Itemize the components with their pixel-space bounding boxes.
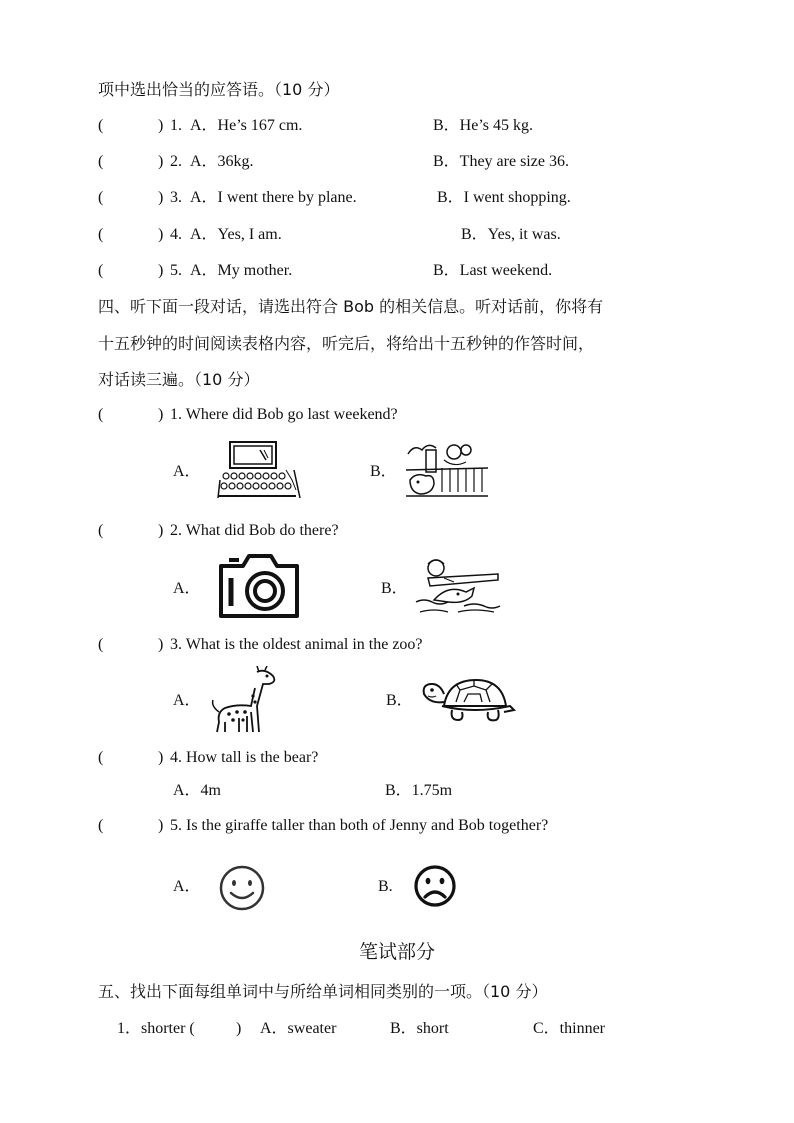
answer-paren-open: ( [98, 749, 104, 766]
zoo-icon [404, 440, 490, 502]
option-b-label: B. [378, 878, 393, 895]
answer-paren-open: ( [98, 153, 104, 170]
answer-paren-open: ( [98, 226, 104, 243]
part4-heading-line3: 对话读三遍。（10 分） [98, 370, 260, 389]
option-b-label: B． [381, 580, 408, 597]
part4-heading-line2: 十五秒钟的时间阅读表格内容，听完后，将给出十五秒钟的作答时间， [98, 334, 595, 353]
turtle-icon [420, 674, 518, 726]
answer-paren-close: ) [158, 636, 164, 653]
camera-icon [217, 554, 301, 618]
part5-heading: 五、找出下面每组单词中与所给单词相同类别的一项。（10 分） [98, 982, 548, 1001]
answer-paren-close: ) [158, 153, 164, 170]
item-number: 1. [170, 117, 182, 134]
option-a: A．My mother. [190, 262, 293, 279]
answer-paren-open: ( [98, 522, 104, 539]
smiley-face-icon [218, 864, 266, 912]
option-a: A．4m [173, 782, 222, 799]
answer-paren-open: ( [98, 817, 104, 834]
option-c: C．thinner [533, 1020, 605, 1037]
sad-face-icon [413, 864, 457, 908]
item-number: 2. [170, 153, 182, 170]
option-a-label: A． [173, 878, 201, 895]
option-a-label: A． [173, 580, 201, 597]
option-b: B．Last weekend. [433, 262, 553, 279]
answer-paren-close: ) [158, 226, 164, 243]
question-text: 3. What is the oldest animal in the zoo? [170, 636, 423, 653]
item-number: 5. [170, 262, 182, 279]
option-b-label: B． [386, 692, 413, 709]
option-a: A．I went there by plane. [190, 189, 357, 206]
option-a: A．He’s 167 cm. [190, 117, 303, 134]
option-a-label: A． [173, 692, 201, 709]
item-number: 3. [170, 189, 182, 206]
option-b: B．I went shopping. [437, 189, 571, 206]
option-b: B．He’s 45 kg. [433, 117, 534, 134]
part4-heading-line1: 四、听下面一段对话，请选出符合 Bob 的相关信息。听对话前，你将有 [98, 297, 604, 316]
option-b: B．short [390, 1020, 449, 1037]
cinema-icon [216, 440, 302, 502]
answer-paren-close: ) [158, 406, 164, 423]
item-number: 4. [170, 226, 182, 243]
answer-paren-close: ) [236, 1020, 242, 1037]
answer-paren-open: ( [98, 189, 104, 206]
answer-paren-close: ) [158, 117, 164, 134]
option-a: A．36kg. [190, 153, 254, 170]
dolphin-show-icon [414, 556, 502, 616]
answer-paren-open: ( [98, 636, 104, 653]
option-b: B．1.75m [385, 782, 453, 799]
question-text: 1. Where did Bob go last weekend? [170, 406, 398, 423]
answer-paren-close: ) [158, 522, 164, 539]
answer-paren-close: ) [158, 189, 164, 206]
answer-paren-close: ) [158, 817, 164, 834]
answer-paren-close: ) [158, 262, 164, 279]
option-a-label: A． [173, 463, 201, 480]
part3-intro: 项中选出恰当的应答语。（10 分） [98, 80, 340, 99]
giraffe-icon [207, 666, 281, 734]
option-b: B．They are size 36. [433, 153, 569, 170]
answer-paren-open: ( [98, 262, 104, 279]
question-text: 2. What did Bob do there? [170, 522, 339, 539]
answer-paren-open: ( [98, 117, 104, 134]
question-text: 5. Is the giraffe taller than both of Jenny and Bob together? [170, 817, 549, 834]
option-a: A．Yes, I am. [190, 226, 282, 243]
option-b-label: B． [370, 463, 397, 480]
option-a: A．sweater [260, 1020, 337, 1037]
item-stem: 1．shorter ( [117, 1020, 195, 1037]
section-title: 笔试部分 [358, 941, 435, 963]
question-text: 4. How tall is the bear? [170, 749, 319, 766]
option-b: B．Yes, it was. [461, 226, 561, 243]
answer-paren-close: ) [158, 749, 164, 766]
answer-paren-open: ( [98, 406, 104, 423]
